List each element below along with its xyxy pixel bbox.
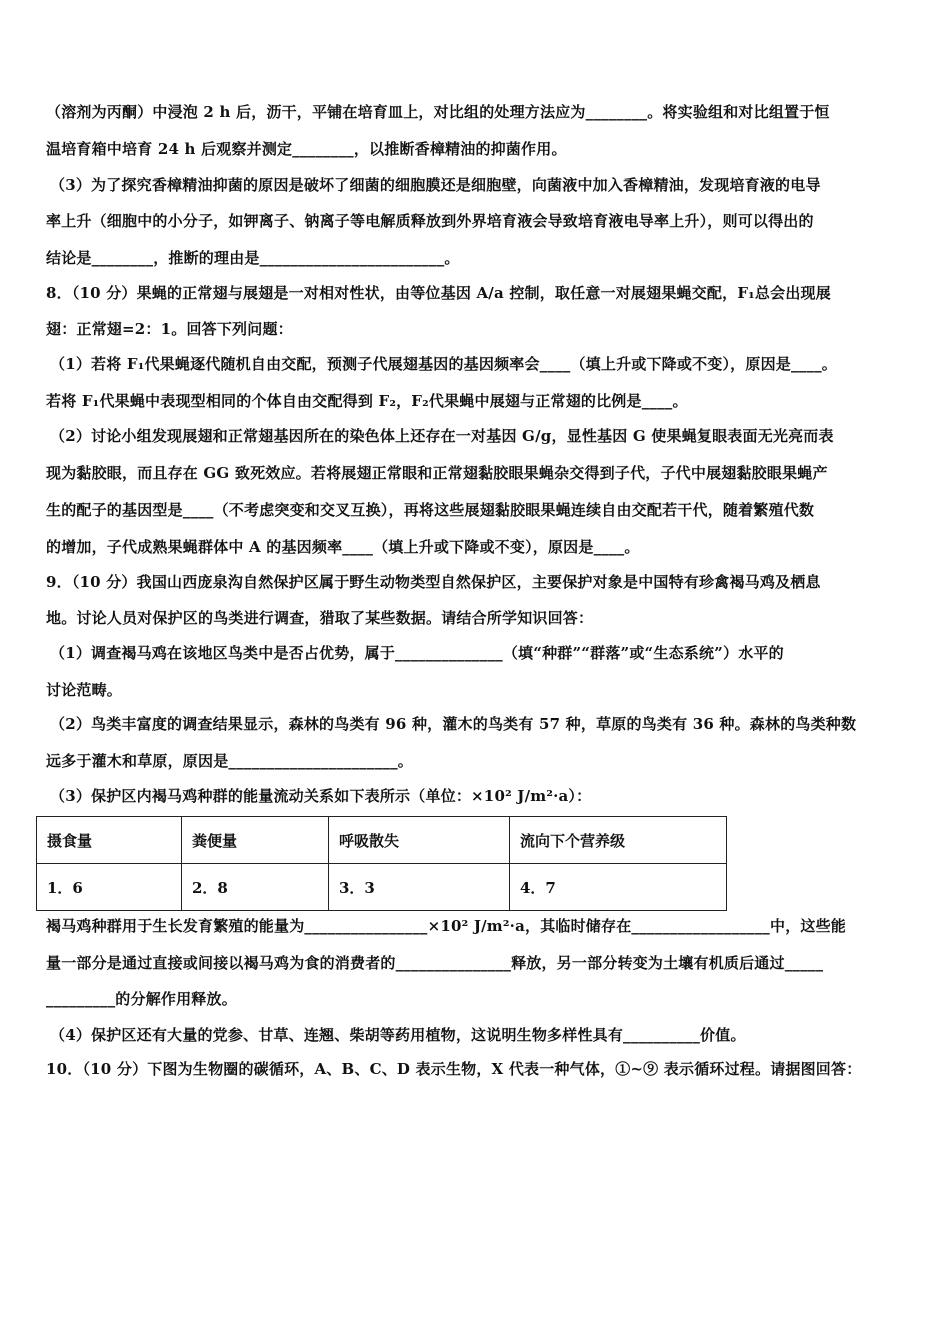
question-10-heading: 10．（10 分）下图为生物圈的碳循环，A、B、C、D 表示生物，X 代表一种气体，①~⑨ 表示循环过程。请据图回答： — [46, 1060, 862, 1078]
table-header-cell: 流向下个营养级 — [510, 817, 727, 864]
text-line: 褐马鸡种群用于生长发育繁殖的能量为________________×10² J/m²·a，其临时储存在__________________中，这些能 — [46, 917, 846, 935]
table-header-cell: 摄食量 — [37, 817, 182, 864]
table-header-row — [37, 817, 727, 864]
question-8-heading: 8．（10 分）果蝇的正常翅与展翅是一对相对性状，由等位基因 A/a 控制，取任意一对展翅果蝇交配，F₁总会出现展 — [46, 284, 831, 302]
text-line: （1）调查褐马鸡在该地区鸟类中是否占优势，属于______________（填“种群”“群落”或“生态系统”）水平的 — [50, 644, 784, 662]
table-header-cell: 呼吸散失 — [329, 817, 510, 864]
table-header-cell: 粪便量 — [182, 817, 329, 864]
text-line: （1）若将 F₁代果蝇逐代随机自由交配，预测子代展翅基因的基因频率会____（填上升或下降或不变），原因是____。 — [50, 355, 837, 373]
question-9-heading: 9．（10 分）我国山西庞泉沟自然保护区属于野生动物类型自然保护区，主要保护对象是中国特有珍禽褐马鸡及栖息 — [46, 573, 821, 591]
text-line: 生的配子的基因型是____（不考虑突变和交叉互换），再将这些展翅黏胶眼果蝇连续自由交配若干代，随着繁殖代数 — [46, 501, 815, 519]
text-line: （溶剂为丙酮）中浸泡 2 h 后，沥干，平铺在培育皿上，对比组的处理方法应为________。将实验组和对比组置于恒 — [46, 103, 830, 121]
text-line: 量一部分是通过直接或间接以褐马鸡为食的消费者的_______________释放，另一部分转变为土壤有机质后通过_____ — [46, 954, 824, 972]
text-line: 翅：正常翅=2：1。回答下列问题： — [46, 320, 293, 338]
text-line: 讨论范畴。 — [46, 681, 123, 699]
energy-flow-table — [36, 816, 727, 911]
table-cell: 4．7 — [510, 864, 727, 911]
text-line: 的增加，子代成熟果蝇群体中 A 的基因频率____（填上升或下降或不变），原因是____。 — [46, 538, 640, 556]
text-line: （3）为了探究香樟精油抑菌的原因是破坏了细菌的细胞膜还是细胞壁，向菌液中加入香樟精油，发现培育液的电导 — [50, 176, 821, 194]
text-line: （3）保护区内褐马鸡种群的能量流动关系如下表所示（单位：×10² J/m²·a）： — [50, 787, 592, 805]
table-cell: 1．6 — [37, 864, 182, 911]
text-line: （2）鸟类丰富度的调查结果显示，森林的鸟类有 96 种，灌木的鸟类有 57 种，草原的鸟类有 36 种。森林的鸟类种数 — [50, 715, 857, 733]
text-line: （4）保护区还有大量的党参、甘草、连翘、柴胡等药用植物，这说明生物多样性具有__________价值。 — [50, 1026, 746, 1044]
text-line: 率上升（细胞中的小分子，如钾离子、钠离子等电解质释放到外界培育液会导致培育液电导率上升），则可以得出的 — [46, 212, 814, 230]
text-line: 地。讨论人员对保护区的鸟类进行调查，猎取了某些数据。请结合所学知识回答： — [46, 609, 594, 627]
table-cell: 2．8 — [182, 864, 329, 911]
table-cell: 3．3 — [329, 864, 510, 911]
text-line: 远多于灌木和草原，原因是______________________。 — [46, 752, 414, 770]
text-line: 结论是________，推断的理由是________________________。 — [46, 249, 460, 267]
text-line: 温培育箱中培育 24 h 后观察并测定________，以推断香樟精油的抑菌作用。 — [46, 140, 567, 158]
table-row — [37, 864, 727, 911]
text-line: （2）讨论小组发现展翅和正常翅基因所在的染色体上还存在一对基因 G/g，显性基因 G 使果蝇复眼表面无光亮而表 — [50, 427, 834, 445]
text-line: _________的分解作用释放。 — [46, 990, 237, 1008]
text-line: 现为黏胶眼，而且存在 GG 致死效应。若将展翅正常眼和正常翅黏胶眼果蝇杂交得到子代，子代中展翅黏胶眼果蝇产 — [46, 464, 828, 482]
text-line: 若将 F₁代果蝇中表现型相同的个体自由交配得到 F₂，F₂代果蝇中展翅与正常翅的比例是____。 — [46, 392, 688, 410]
